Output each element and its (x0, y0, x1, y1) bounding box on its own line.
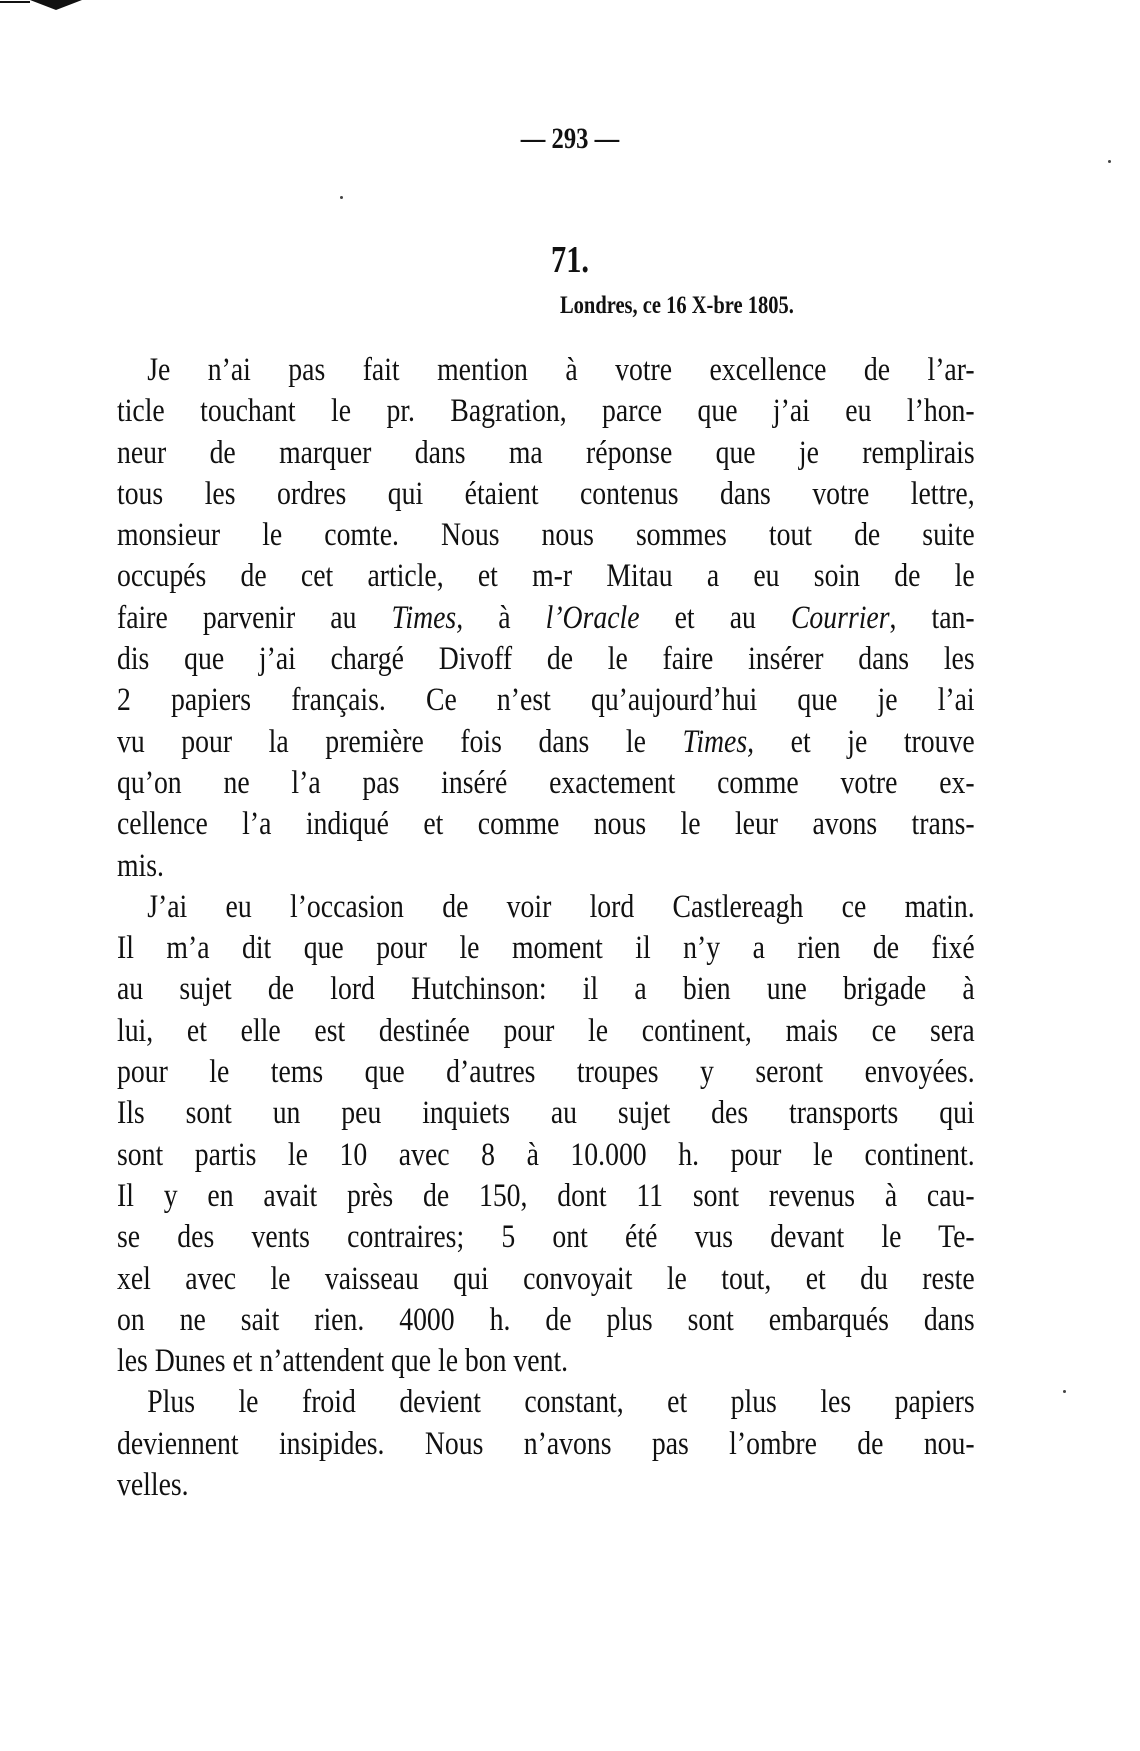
text-line: les Dunes et n’attendent que le bon vent. (117, 1343, 569, 1380)
letter-number: 71. (551, 239, 589, 281)
paragraph (117, 887, 975, 1383)
text-line: on ne sait rien. 4000 h. de plus sont embarqués dans (117, 1301, 975, 1338)
text-line: velles. (117, 1467, 189, 1504)
text-line: au sujet de lord Hutchinson: il a bien une brigade à (117, 971, 975, 1008)
scan-artifact-mark (30, 0, 82, 10)
text-line: monsieur le comte. Nous nous sommes tout de suite (117, 517, 975, 554)
text-line: mis. (117, 847, 164, 884)
text-line: qu’on ne l’a pas inséré exactement comme votre ex- (117, 764, 975, 801)
text-line: Il y en avait près de 150, dont 11 sont revenus à cau- (117, 1177, 975, 1214)
text-line: xel avec le vaisseau qui convoyait le tout, et du reste (117, 1260, 975, 1297)
text-line: deviennent insipides. Nous n’avons pas l’ombre de nou- (117, 1425, 975, 1462)
dateline: Londres, ce 16 X-bre 1805. (560, 292, 794, 319)
text-line: dis que j’ai chargé Divoff de le faire insérer dans les (117, 641, 975, 678)
scan-speck (1108, 160, 1111, 163)
text-line: ticle touchant le pr. Bagration, parce que j’ai eu l’hon- (117, 393, 975, 430)
text-line: tous les ordres qui étaient contenus dans votre lettre, (117, 475, 975, 512)
scan-speck (340, 196, 343, 199)
scan-artifact-line (0, 1, 30, 3)
text-line: se des vents contraires; 5 ont été vus devant le Te- (117, 1219, 975, 1256)
text-line: cellence l’a indiqué et comme nous le leur avons trans- (117, 806, 975, 843)
text-line: sont partis le 10 avec 8 à 10.000 h. pour le continent. (117, 1136, 975, 1173)
text-line: occupés de cet article, et m-r Mitau a eu soin de le (117, 558, 975, 595)
text-line: pour le tems que d’autres troupes y seront envoyées. (117, 1054, 975, 1091)
text-line: faire parvenir au Times, à l’Oracle et au Courrier, tan- (117, 599, 975, 636)
italic-title: Times, (682, 723, 755, 760)
paragraph (117, 350, 975, 887)
scan-speck (1063, 1390, 1066, 1393)
page-number: — 293 — (520, 122, 620, 155)
italic-title: Courrier (790, 599, 890, 636)
text-line: Plus le froid devient constant, et plus les papiers (147, 1384, 975, 1421)
text-line: Je n’ai pas fait mention à votre excellence de l’ar- (147, 352, 975, 388)
text-line: lui, et elle est destinée pour le continent, mais ce sera (117, 1012, 975, 1049)
text-line: neur de marquer dans ma réponse que je remplirais (117, 434, 975, 471)
paragraph (117, 1382, 975, 1506)
text-line: J’ai eu l’occasion de voir lord Castlereagh ce matin. (147, 888, 975, 925)
text-line: Ils sont un peu inquiets au sujet des transports qui (117, 1095, 975, 1132)
italic-title: l’Oracle (545, 599, 640, 636)
text-line: Il m’a dit que pour le moment il n’y a rien de fixé (117, 930, 975, 967)
text-line: 2 papiers français. Ce n’est qu’aujourd’hui que je l’ai (117, 682, 975, 719)
text-line: vu pour la première fois dans le Times, et je trouve (117, 723, 975, 760)
italic-title: Times, (391, 599, 464, 636)
letter-body (117, 350, 975, 1506)
